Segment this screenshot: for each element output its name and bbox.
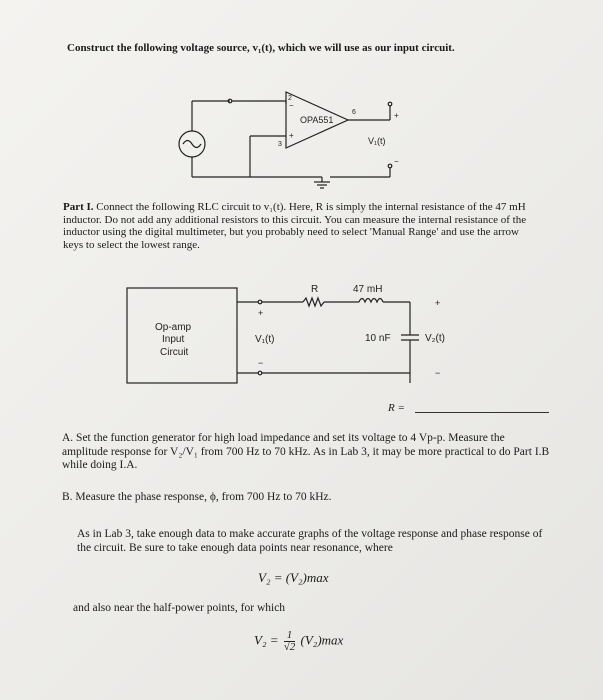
svg-text:+: +	[394, 111, 399, 120]
resistor-symbol	[303, 298, 324, 306]
svg-text:−: −	[258, 358, 264, 368]
box-label-1: Op-amp	[155, 322, 192, 333]
svg-text:−: −	[394, 157, 399, 166]
inductor-symbol	[359, 299, 383, 303]
part1-paragraph	[63, 201, 533, 251]
para-3: As in Lab 3, take enough data to make accurate graphs of the voltage response and phase response of the circuit. Be sure to take enough data points near resonance, where	[77, 528, 543, 554]
v2-label: V₂(t)	[425, 333, 445, 344]
capacitor-label: 10 nF	[365, 333, 391, 344]
resistor-label: R	[311, 284, 319, 295]
para-4: and also near the half-power points, for which	[73, 602, 286, 614]
eq2-numerator: 1	[284, 630, 296, 642]
box-label-2: Input	[162, 334, 185, 345]
part1-lead: Part I.	[63, 201, 94, 213]
equation-1: V₂ = (V₂)max	[258, 570, 329, 585]
svg-text:+: +	[435, 298, 441, 308]
chip-label: OPA551	[300, 115, 334, 125]
equation-2	[254, 630, 343, 653]
inductor-label: 47 mH	[353, 284, 383, 295]
box-label-3: Circuit	[160, 347, 189, 358]
r-answer-label: R =	[388, 402, 405, 414]
eq2-lhs: V₂ =	[254, 632, 279, 648]
rlc-circuit-diagram	[125, 280, 465, 390]
svg-text:2: 2	[288, 95, 292, 102]
v1-output-label: V₁(t)	[368, 136, 386, 146]
svg-text:+: +	[289, 131, 294, 140]
svg-text:+: +	[258, 308, 264, 318]
opamp-circuit-diagram	[170, 80, 410, 190]
svg-text:−: −	[289, 101, 294, 110]
eq2-rhs: (V₂)max	[300, 632, 344, 648]
svg-text:−: −	[435, 368, 441, 378]
v1-label: V₁(t)	[255, 334, 275, 345]
eq2-denominator: √2	[283, 641, 296, 653]
item-a: A. Set the function generator for high load impedance and set its voltage to 4 Vp-p. Measure the amplitude response for V₂/V₁ from 700 Hz to 70 kHz. As in Lab 3, it may be more practical to do Part I.B while doing I.A.	[62, 432, 550, 471]
part1-body: Connect the following RLC circuit to v₁(t). Here, R is simply the internal resistance of the 47 mH inductor. Do not add any additional resistors to this circuit. You can measure the internal resistance of the inductor using the digital multimeter, but you probably need to select 'Manual Range' and use the arrow keys to select the lowest range.	[63, 201, 527, 251]
svg-text:6: 6	[352, 109, 356, 116]
item-b: B. Measure the phase response, ϕ, from 700 Hz to 70 kHz.	[62, 491, 332, 503]
svg-text:3: 3	[278, 141, 282, 148]
intro-text: Construct the following voltage source, v₁(t), which we will use as our input circuit.	[67, 42, 455, 54]
r-answer-line	[415, 412, 549, 413]
